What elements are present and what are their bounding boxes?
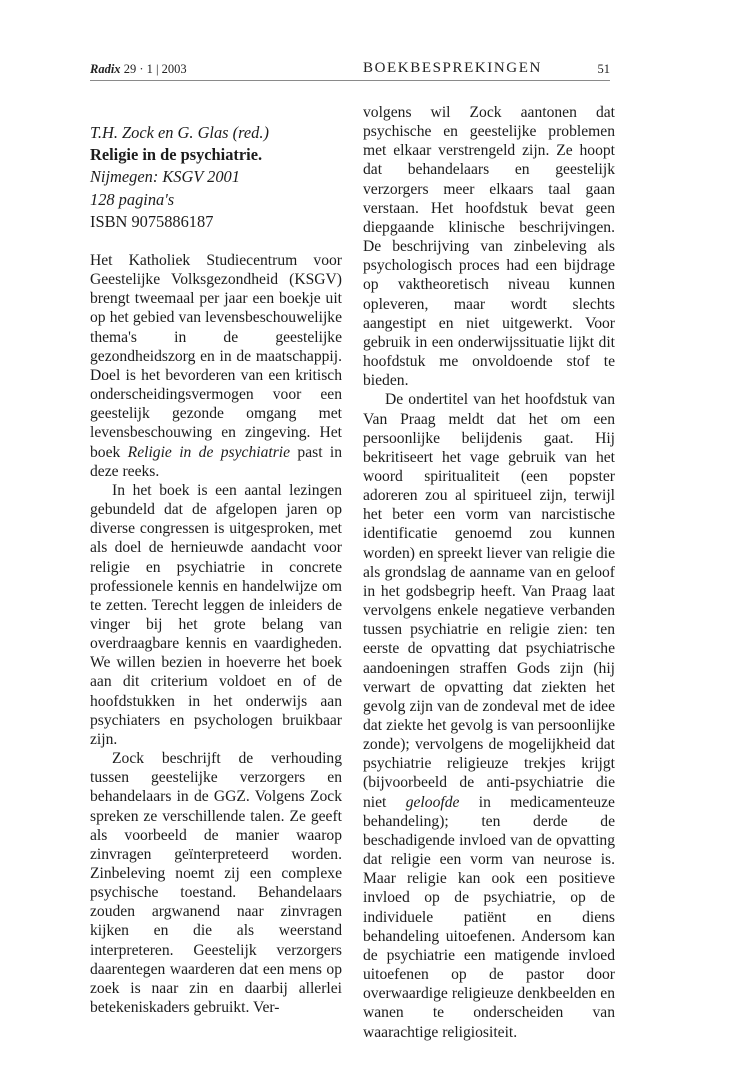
paragraph-2: In het boek is een aantal lezingen gebundeld dat de afgelopen jaren op diverse congressen is uitgesproken, met als doel de hernieuwde aandacht voor religie en psychiatrie in concrete professionele kennis en handelwijze om te zetten. Terecht leggen de inleiders de vinger bij het grote belang van overdraagbare kennis en vaardigheden. We willen bezien in hoeverre het boek aan dit criterium voldoet en of de hoofdstukken in het onderwijs aan psychiaters en psychologen bruikbaar zijn. [90,481,342,748]
journal-citation [90,62,187,77]
paragraph-4: De ondertitel van het hoofdstuk van Van Praag meldt dat het om een persoonlijke belijdenis gaat. Hij bekritiseert het vage gebruik van het woord spiritualiteit (een popster adoreren zou al spiritueel zijn, terwijl het beter een vorm van narcistische identificatie genoemd zou kunnen worden) en spreekt liever van religie die als grondslag de aanname van en geloof in het godsbegrip heeft. Van Praag laat vervolgens enkele negatieve verbanden tussen psychiatrie en religie zien: ten eerste de opvatting dat psychiatrische aandoeningen straffen Gods zijn (hij verwart de opvatting dat ziekten het gevolg zijn van de zondeval met de idee dat ziekte het gevolg is van persoonlijke zonde); vervolgens de mogelijkheid dat psychiatrie religieuze trekjes krijgt (bijvoorbeeld de anti-psychiatrie die niet geloofde in medicamenteuze behandeling); ten derde de beschadigende invloed van de opvatting dat religie een vorm van neurose is. Maar religie kan ook een positieve invloed op de psychiatrie, op de individuele patiënt en diens behandeling uitoefenen. Andersom kan de psychiatrie een matigende invloed uitoefenen op de pastor door overwaardige religieuze denkbeelden en wanen te onderscheiden van waarachtige religiositeit. [363,391,615,1041]
book-pages: 128 pagina's [90,189,175,209]
book-title-inline: Religie in de psychiatrie [127,443,291,461]
left-column [90,122,342,1017]
book-authors: T.H. Zock en G. Glas (red.) [90,123,269,142]
paragraph-1: Het Katholiek Studiecentrum voor Geestelijke Volksgezondheid (KSGV) brengt tweemaal per jaar een boekje uit op het gebied van levensbeschouwelijke thema's in de geestelijke gezondheidszorg en in de maatschappij. Doel is het bevorderen van een kritisch onderscheidingsvermogen voor een geestelijk gezonde omgang met levensbeschouwing en zingeving. Het boek Religie in de psychiatrie past in deze reeks. [90,252,343,480]
journal-name: Radix [90,62,121,76]
paragraph-3-start: Zock beschrijft de verhouding tussen geestelijke verzorgers en behandelaars in de GGZ. Volgens Zock spreken ze verschillende talen. Ze geeft als voorbeeld de manier waarop zinvragen geïnterpreteerd worden. Zinbeleving noemt zij een complexe psychische toestand. Behandelaars zouden argwanend naar zinvragen kijken en die als weerstand interpreteren. Geestelijk verzorgers daarentegen waarderen dat een mens op zoek is naar zin en daarbij allerlei betekeniskaders gebruikt. Ver- [90,750,342,1017]
header-rule [90,80,610,81]
running-head [90,60,610,80]
paragraph-3-continued: volgens wil Zock aantonen dat psychische en geestelijke problemen met elkaar verstrengeld zijn. Ze hoopt dat behandelaars en geestelijk verzorgers meer elkaars taal gaan verstaan. Het hoofdstuk bevat geen diepgaande klinische beschrijvingen. De beschrijving van zinbeleving als psychologisch proces had een bijdrage op vaktheoretisch niveau kunnen opleveren, maar wordt slechts aangestipt en niet uitgewerkt. Voor gebruik in een onderwijssituatie lijkt dit hoofdstuk me onvoldoende stof te bieden. [363,104,615,390]
journal-issue: 29 · 1 | 2003 [123,62,187,76]
book-title: Religie in de psychiatrie. [90,145,263,165]
page-number: 51 [597,62,610,76]
section-title: BOEKBESPREKINGEN [363,60,542,76]
emphasis-geloofde: geloofde [405,793,460,811]
book-publisher: Nijmegen: KSGV 2001 [90,167,240,187]
book-isbn: ISBN 9075886187 [90,211,214,231]
book-reference [90,122,342,233]
right-column [363,103,615,1042]
